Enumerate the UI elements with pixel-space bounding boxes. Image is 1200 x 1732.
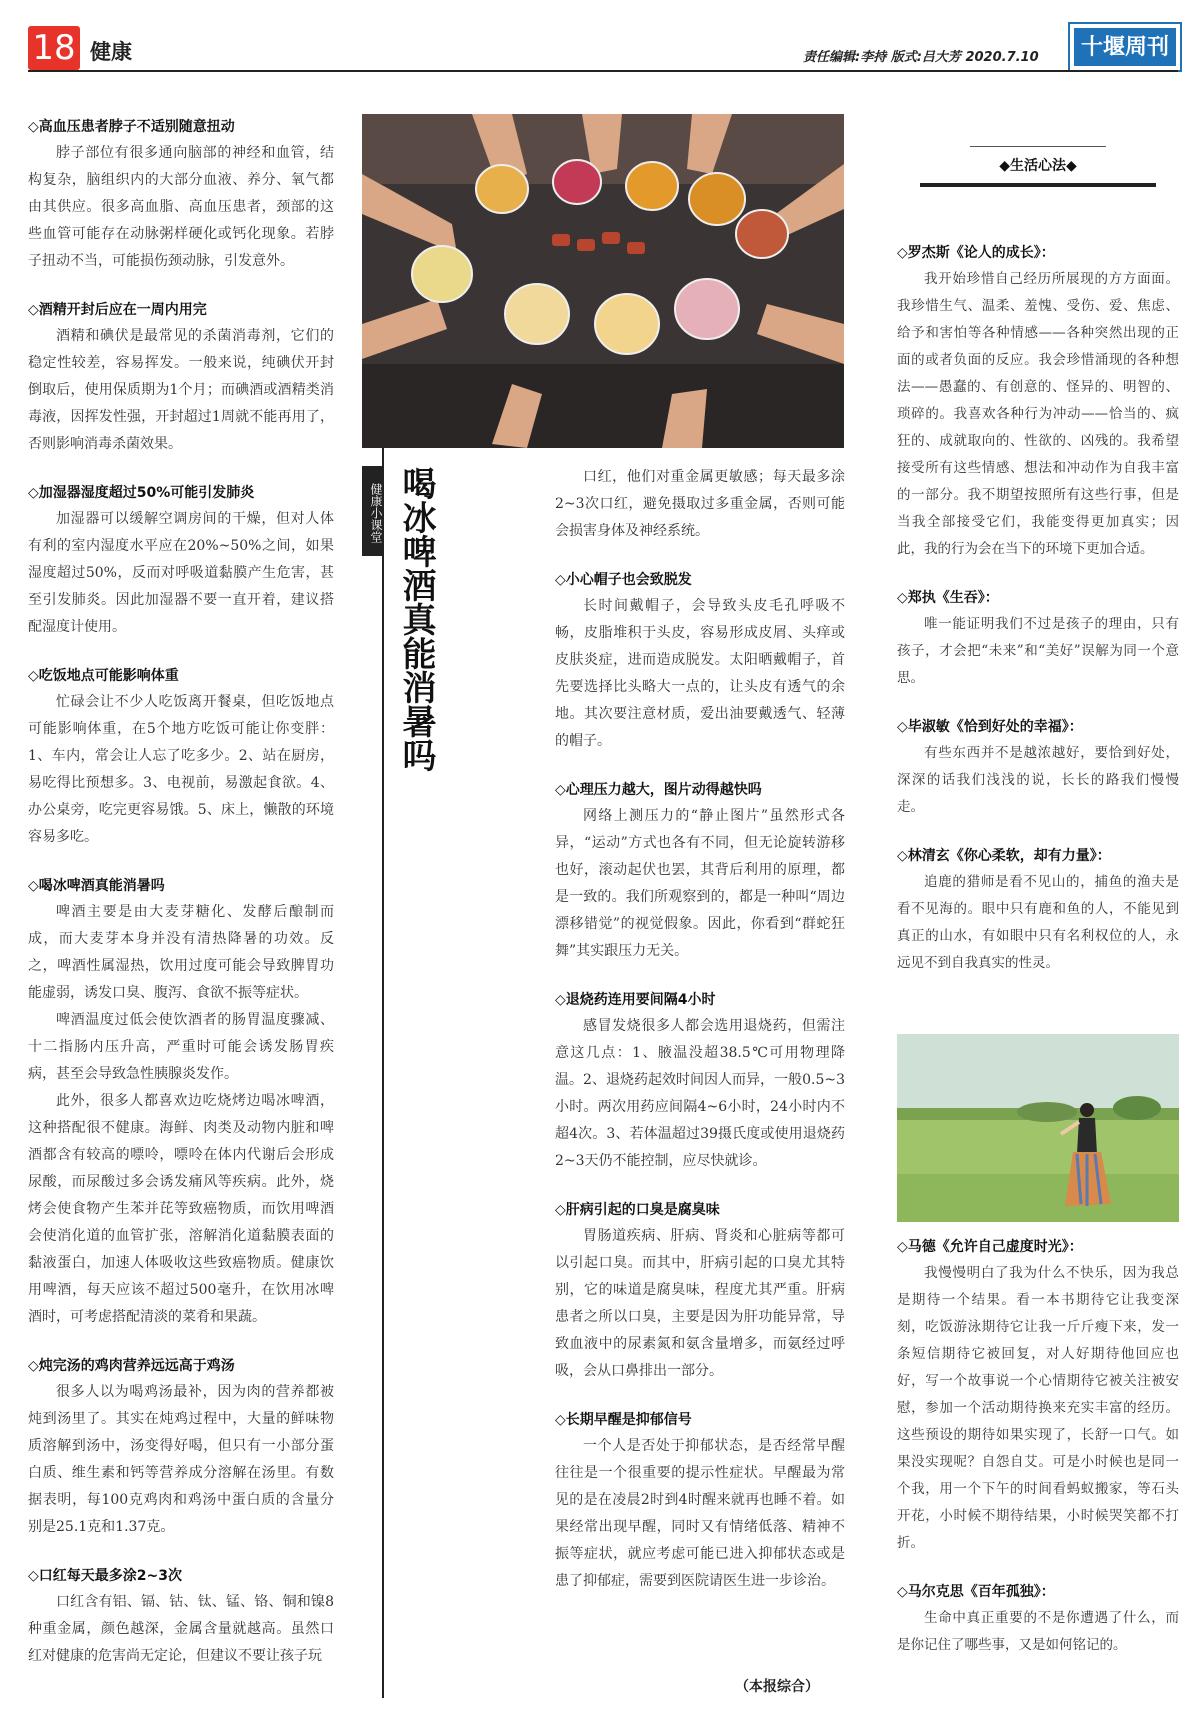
article-paragraph: 胃肠道疾病、肝病、肾炎和心脏病等都可以引起口臭。而其中，肝病引起的口臭尤其特别，它的味道是腐臭味，程度尤其严重。肝病患者之所以口臭，主要是因为肝功能异常，导致血液中的尿素氮和氨含量增多，而氨经过呼吸，会从口鼻排出一部分。 [555,1228,845,1379]
article-paragraph: 感冒发烧很多人都会选用退烧药，但需注意这几点：1、腋温没超38.5℃可用物理降温。2、退烧药起效时间因人而异，一般0.5~3小时。两次用药应间隔4~6小时，24小时内不超4次。3、若体温超过39摄氏度或使用退烧药2~3天仍不能控制，应尽快就诊。 [555,1018,845,1169]
article-section [28,1563,334,1670]
newspaper-logo [1068,22,1182,72]
quote-text: 追鹿的猎师是看不见山的，捕鱼的渔夫是看不见海的。眼中只有鹿和鱼的人，不能见到真正的山水，有如眼中只有名利权位的人，永远见不到自我真实的性灵。 [897,874,1179,971]
article-section [555,1407,845,1595]
article-section [555,987,845,1175]
quote-text: 唯一能证明我们不过是孩子的理由，只有孩子，才会把“未来”和“美好”误解为同一个意思。 [897,616,1179,686]
quote-source: ◇马尔克思《百年孤独》： [897,1584,1055,1600]
quote-item [897,843,1179,977]
section-title: 健康 [90,40,132,64]
quote-item [897,240,1179,563]
article-paragraph: 忙碌会让不少人吃饭离开餐桌，但吃饭地点可能影响体重，在5个地方吃饭可能让你变胖：1、车内，常会让人忘了吃多少。2、站在厨房，易吃得比预想多。3、电视前，易激起食欲。4、办公桌旁，吃完更容易饿。5、床上，懒散的环境容易多吃。 [28,694,334,845]
article-paragraph: 酒精和碘伏是最常见的杀菌消毒剂，它们的稳定性较差，容易挥发。一般来说，纯碘伏开封倒取后，使用保质期为1个月；而碘酒或酒精类消毒液，因挥发性强，开封超过1周就不能再用了，否则影响消毒杀菌效果。 [28,328,334,452]
article-heading: ◇吃饭地点可能影响体重 [28,668,179,684]
article-paragraph: 此外，很多人都喜欢边吃烧烤边喝冰啤酒，这种搭配很不健康。海鲜、肉类及动物内脏和啤酒都含有较高的嘌呤，嘌呤在体内代谢后会形成尿酸，而尿酸过多会诱发痛风等疾病。此外，烧烤会使食物产生苯并芘等致癌物质，而饮用啤酒会使消化道的血管扩张，溶解消化道黏膜表面的黏液蛋白，加速人体吸收这些致癌物质。健康饮用啤酒，每天应该不超过500毫升，在饮用冰啤酒时，可考虑搭配清淡的菜肴和果蔬。 [28,1093,334,1325]
right-column-bottom [897,1234,1179,1681]
beer-toast-illustration [362,114,844,448]
article-paragraph: 很多人以为喝鸡汤最补，因为肉的营养都被炖到汤里了。其实在炖鸡过程中，大量的鲜味物质溶解到汤中，汤变得好喝，但只有一小部分蛋白质、维生素和钙等营养成分溶解在汤里。有数据表明，每100克鸡肉和鸡汤中蛋白质的含量分别是25.1克和1.37克。 [28,1384,334,1535]
article-heading: ◇酒精开封后应在一周内用完 [28,302,207,318]
article-paragraph: 口红，他们对重金属更敏感；每天最多涂2~3次口红，避免摄取过多重金属，否则可能会损害身体及神经系统。 [555,469,845,539]
sidebar-box-title [920,146,1156,187]
article-section [28,480,334,641]
article-section [28,114,334,275]
article-section [28,663,334,851]
page-number: 18 [28,26,80,70]
middle-column [555,464,845,1617]
article-paragraph: 啤酒温度过低会使饮酒者的肠胃温度骤减、十二指肠内压升高，严重时可能会诱发肠胃疾病，甚至会导致急性胰腺炎发作。 [28,1012,334,1082]
article-paragraph: 网络上测压力的“静止图片”虽然形式各异，“运动”方式也各有不同，但无论旋转游移也好，滚动起伏也罢，其背后利用的原理，都是一致的。我们所观察到的，都是一种叫“周边漂移错觉”的视觉假象。因此，你看到“群蛇狂舞”其实跟压力无关。 [555,808,845,959]
article-heading: ◇高血压患者脖子不适别随意扭动 [28,119,235,135]
left-column [28,114,334,1692]
article-section [28,1353,334,1541]
editor-credits: 责任编辑:李持 版式:吕大芳 2020.7.10 [803,50,1039,65]
box-title-top-rule [970,146,1106,147]
article-section [28,873,334,1331]
quote-source: ◇林清玄《你心柔软，却有力量》： [897,848,1111,864]
article-heading: ◇加湿器湿度超过50%可能引发肺炎 [28,485,255,501]
quote-source: ◇郑执《生吞》： [897,590,999,606]
article-paragraph: 加湿器可以缓解空调房间的干燥，但对人体有利的室内湿度水平应在20%~50%之间，如果湿度超过50%，反而对呼吸道黏膜产生危害，甚至引发肺炎。因此加湿器不要一直开着，建议搭配湿度计使用。 [28,511,334,635]
feature-label: 健康小课堂 [362,466,384,556]
article-paragraph: 长时间戴帽子，会导致头皮毛孔呼吸不畅，皮脂堆积于头皮，容易形成皮屑、头痒或皮肤炎症，进而造成脱发。太阳晒戴帽子，首先要选择比头略大一点的，让头皮有透气的余地。其次要注意材质，爱出油要戴透气、轻薄的帽子。 [555,598,845,749]
beer-toast-photo [362,114,844,448]
source-note: （本报综合） [735,1679,819,1695]
article-heading: ◇喝冰啤酒真能消暑吗 [28,878,165,894]
article-heading: ◇肝病引起的口臭是腐臭味 [555,1202,720,1218]
article-heading: ◇小心帽子也会致脱发 [555,572,692,588]
girl-in-field-illustration [897,1034,1179,1222]
article-paragraph: 脖子部位有很多通向脑部的神经和血管，结构复杂，脑组织内的大部分血液、养分、氧气都由其供应。很多高血脂、高血压患者，颈部的这些血管可能存在动脉粥样硬化或钙化现象。若脖子扭动不当，可能损伤颈动脉，引发意外。 [28,145,334,269]
quote-source: ◇罗杰斯《论人的成长》： [897,245,1055,261]
quote-item [897,1579,1179,1659]
quote-text: 有些东西并不是越浓越好，要恰到好处，深深的话我们浅浅的说，长长的路我们慢慢走。 [897,745,1179,815]
right-column-top [897,240,1179,999]
quote-source: ◇马德《允许自己虚度时光》： [897,1239,1083,1255]
box-title-bottom-rule [920,183,1156,187]
quote-text: 我开始珍惜自己经历所展现的方方面面。我珍惜生气、温柔、羞愧、受伤、爱、焦虑、给予和害怕等各种情感——各种突然出现的正面的或者负面的反应。我会珍惜涌现的各种想法——愚蠢的、有创意的、怪异的、明智的、琐碎的。我喜欢各种行为冲动——恰当的、疯狂的、成就取向的、性欲的、凶残的。我希望接受所有这些情感、想法和冲动作为自我丰富的一部分。我不期望按照所有这些行事，但是当我全部接受它们，我能变得更加真实；因此，我的行为会在当下的环境下更加合适。 [897,271,1179,557]
quote-text: 我慢慢明白了我为什么不快乐，因为我总是期待一个结果。看一本书期待它让我变深刻，吃饭游泳期待它让我一斤斤瘦下来，发一条短信期待它被回复，对人好期待他回应也好，写一个故事说一个心情期待它被关注被安慰，参加一个活动期待换来充实丰富的经历。这些预设的期待如果实现了，长舒一口气。如果没实现呢？自怨自艾。可是小时候也是同一个我，用一个下午的时间看蚂蚁搬家，等石头开花，小时候不期待结果，小时候哭笑都不打折。 [897,1265,1179,1551]
article-heading: ◇心理压力越大，图片动得越快吗 [555,782,762,798]
header-rule [28,70,1178,72]
field-photo [897,1034,1179,1222]
article-paragraph: 一个人是否处于抑郁状态，是否经常早醒往往是一个很重要的提示性症状。早醒最为常见的是在凌晨2时到4时醒来就再也睡不着。如果经常出现早醒，同时又有情绪低落、精神不振等症状，就应考虑可能已进入抑郁状态或是患了抑郁症，需要到医院请医生进一步诊治。 [555,1438,845,1589]
quote-text: 生命中真正重要的不是你遭遇了什么，而是你记住了哪些事，又是如何铭记的。 [897,1610,1179,1653]
article-heading: ◇长期早醒是抑郁信号 [555,1412,692,1428]
quote-item [897,714,1179,821]
quote-item [897,1234,1179,1557]
article-paragraph: 啤酒主要是由大麦芽糖化、发酵后酿制而成，而大麦芽本身并没有清热降暑的功效。反之，啤酒性属湿热，饮用过度可能会导致脾胃功能虚弱，诱发口臭、腹泻、食欲不振等症状。 [28,904,334,1001]
article-paragraph: 口红含有铝、镉、钴、钛、锰、铬、铜和镍8种重金属，颜色越深，金属含量就越高。虽然口红对健康的危害尚无定论，但建议不要让孩子玩 [28,1594,334,1664]
article-heading: ◇炖完汤的鸡肉营养远远高于鸡汤 [28,1358,235,1374]
box-title-text: ◆生活心法◆ [999,158,1077,174]
feature-title: 喝冰啤酒真能消暑吗 [396,466,436,772]
article-heading: ◇口红每天最多涂2~3次 [28,1568,182,1584]
article-section [555,567,845,755]
page-header [28,22,1178,72]
logo-text: 十堰周刊 [1074,28,1176,66]
article-section [555,1197,845,1385]
quote-item [897,585,1179,692]
article-heading: ◇退烧药连用要间隔4小时 [555,992,716,1008]
article-section [555,464,845,545]
quote-source: ◇毕淑敏《恰到好处的幸福》： [897,719,1083,735]
article-section [555,777,845,965]
article-section [28,297,334,458]
